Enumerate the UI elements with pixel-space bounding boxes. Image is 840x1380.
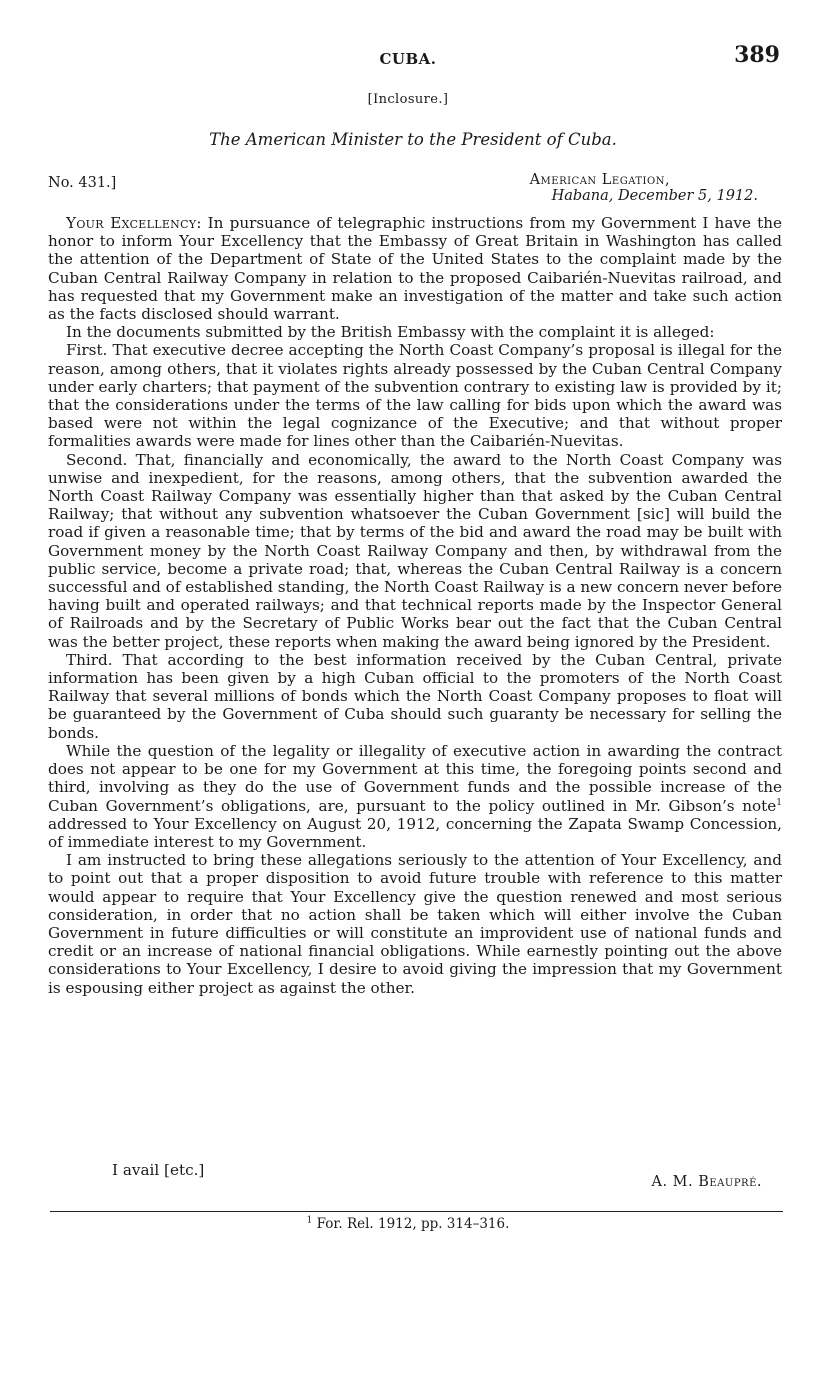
paragraph-1-text: : In pursuance of telegraphic instructions from my Government I have the honor to inform Your Excellency that the Embassy of Great Britain in Washington has called the attention of the Department of State of the United States to the complaint made by the Cuban Central Railway Company in relation to the proposed Caibarién-Nuevitas railroad, and has requested that my Government make an investigation of the matter and take such action as the facts disclosed should warrant.: [48, 214, 782, 324]
running-head: CUBA.: [379, 50, 437, 68]
footnote-text: For. Rel. 1912, pp. 314–316.: [316, 1216, 510, 1232]
paragraph-5: Third. That according to the best information received by the Cuban Central, private information has been given by a high Cuban official to the promoters of the North Coast Railway that several millions of bonds which the North Coast Company proposes to float will be guaranteed by the Government of Cuba should such guaranty be necessary for selling the bonds.: [48, 650, 782, 742]
dateline-date: Habana, December 5, 1912.: [551, 188, 758, 204]
page-number: 389: [734, 42, 780, 68]
paragraph-6-text-b: addressed to Your Excellency on August 20, 1912, concerning the Zapata Swamp Concession, of immediate interest to my Government.: [48, 814, 782, 851]
paragraph-6-text-a: While the question of the legality or illegality of executive action in awarding the contract does not appear to be one for my Government at this time, the foregoing points second and third, involving as they do the use of Government funds and the possible increase of the Cuban Government’s obligations, are, pursuant to the policy outlined in Mr. Gibson’s note: [48, 741, 782, 815]
footnote-divider: [50, 1211, 783, 1212]
letter-body: [48, 214, 782, 997]
footnote: [0, 1216, 816, 1232]
paragraph-1: [48, 214, 782, 323]
page-header: [0, 42, 840, 72]
salutation: Your Excellency: [66, 214, 197, 232]
dateline-place: American Legation,: [529, 172, 671, 188]
document-number: No. 431.]: [48, 175, 117, 191]
inclosure-label: [Inclosure.]: [367, 92, 449, 107]
dateline: [530, 172, 758, 204]
document-title: The American Minister to the President of Cuba.: [209, 130, 617, 149]
signature: A. M. Beaupré.: [651, 1174, 762, 1190]
paragraph-6: [48, 742, 782, 851]
closing-line: I avail [etc.]: [112, 1161, 205, 1179]
footnote-reference: 1: [776, 797, 782, 808]
footnote-marker: 1: [306, 1215, 313, 1226]
paragraph-2: In the documents submitted by the British Embassy with the complaint it is alleged:: [66, 323, 715, 342]
paragraph-3: First. That executive decree accepting the North Coast Company’s proposal is illegal for the reason, among others, that it violates rights already possessed by the Cuban Central Company under early charters; that payment of the subvention contrary to existing law is provided by it; that the considerations under the terms of the law calling for bids upon which the award was based were not within the legal cognizance of the Executive; and that without proper formalities awards were made for lines other than the Caibarién-Nuevitas.: [48, 341, 782, 451]
paragraph-7: I am instructed to bring these allegations seriously to the attention of Your Excellency, and to point out that a proper disposition to avoid future trouble with reference to this matter would appear to require that Your Excellency give the question renewed and most serious consideration, in order that no action shall be taken which will either involve the Cuban Government in future difficulties or will constitute an improvident use of national funds and credit or an increase of national financial obligations. While earnestly pointing out the above considerations to Your Excellency, I desire to avoid giving the impression that my Government is espousing either project as against the other.: [48, 851, 782, 997]
paragraph-4: Second. That, financially and economically, the award to the North Coast Company was unwise and inexpedient, for the reasons, among others, that the subvention awarded the North Coast Railway Company was essentially higher than that asked by the Cuban Central Railway; that without any subvention whatsoever the Cuban Government [sic] will build the road if given a reasonable time; that by terms of the bid and award the road may be built with Government money by the North Coast Railway Company and then, by withdrawal from the public service, become a private road; that, whereas the Cuban Central Railway is a concern successful and of established standing, the North Coast Railway is a new concern never before having built and operated railways; and that technical reports made by the Inspector General of Railroads and by the Secretary of Public Works bear out the fact that the Cuban Central was the better project, these reports when making the award being ignored by the President.: [48, 450, 782, 651]
